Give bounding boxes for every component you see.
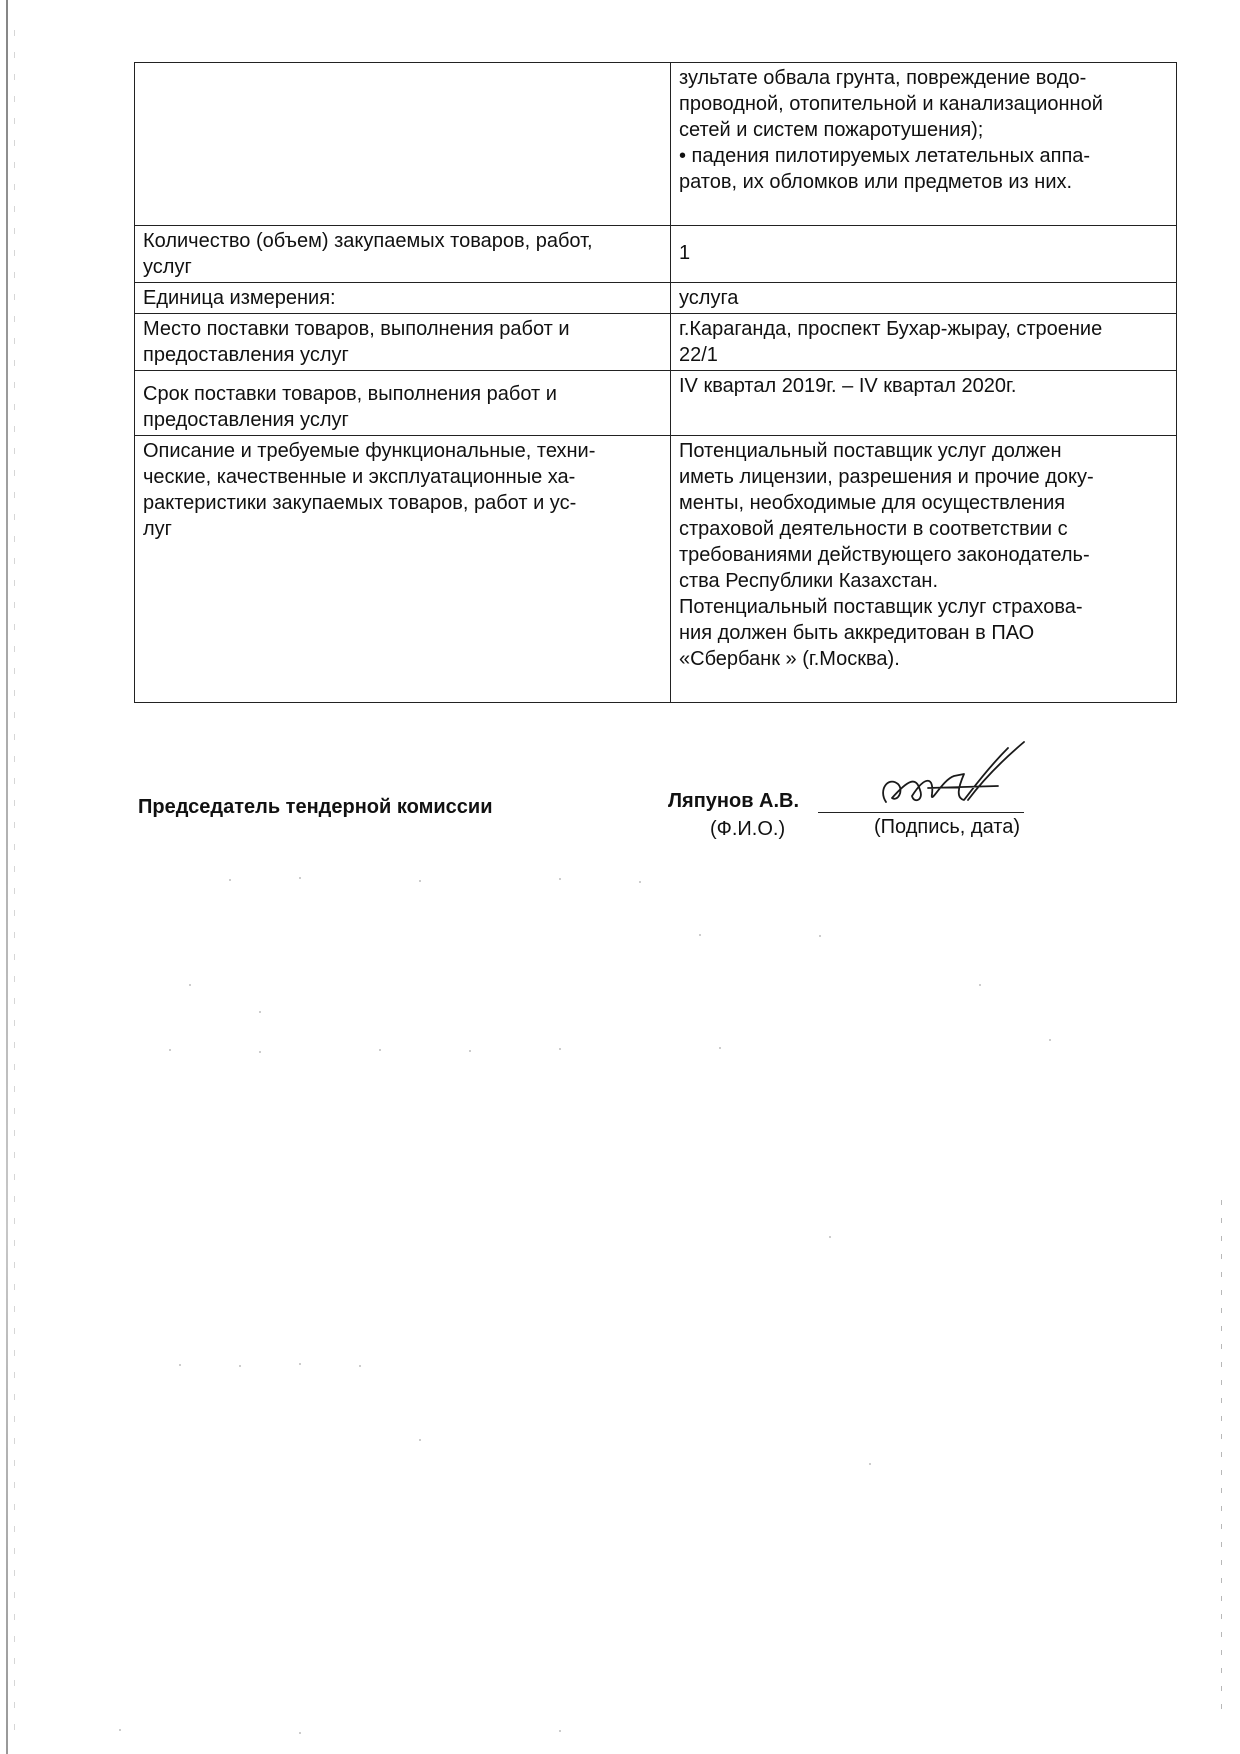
row-value-text: услуга bbox=[679, 287, 739, 309]
chairman-title: Председатель тендерной комиссии bbox=[138, 796, 493, 818]
row-value-text: зультате обвала грунта, повреждение водо- проводной, отопительной и канализационной сетей и систем пожаротушения); • падения пилотируемых летательных аппа- ратов, их обломков или предметов из них. bbox=[679, 67, 1103, 193]
chairman-name: Ляпунов А.В. bbox=[668, 790, 800, 812]
row-label-text: Срок поставки товаров, выполнения работ и предоставления услуг bbox=[143, 383, 557, 431]
row-value-text: Потенциальный поставщик услуг должен иметь лицензии, разрешения и прочие доку- менты, необходимые для осуществления страховой деятельности в соответствии с требованиями действующего законодатель- ства Республики Казахстан. Потенциальный поставщик услуг страхова- ния должен быть аккредитован в ПАО «Сбербанк » (г.Москва). bbox=[679, 440, 1094, 670]
fio-caption: (Ф.И.О.) bbox=[710, 818, 786, 840]
row-label-text: Единица измерения: bbox=[143, 287, 336, 309]
row-value-text: 1 bbox=[679, 242, 691, 264]
signature-caption: (Подпись, дата) bbox=[874, 816, 1020, 838]
row-label-text: Место поставки товаров, выполнения работ и предоставления услуг bbox=[143, 318, 570, 366]
row-value-text: г.Караганда, проспект Бухар-жырау, строение 22/1 bbox=[679, 318, 1103, 366]
row-label-text: Количество (объем) закупаемых товаров, работ, услуг bbox=[143, 230, 593, 278]
row-label-text: Описание и требуемые функциональные, техни- ческие, качественные и эксплуатационные ха- рактеристики закупаемых товаров, работ и ус- луг bbox=[143, 440, 596, 540]
row-value-text: IV квартал 2019г. – IV квартал 2020г. bbox=[679, 375, 1017, 397]
